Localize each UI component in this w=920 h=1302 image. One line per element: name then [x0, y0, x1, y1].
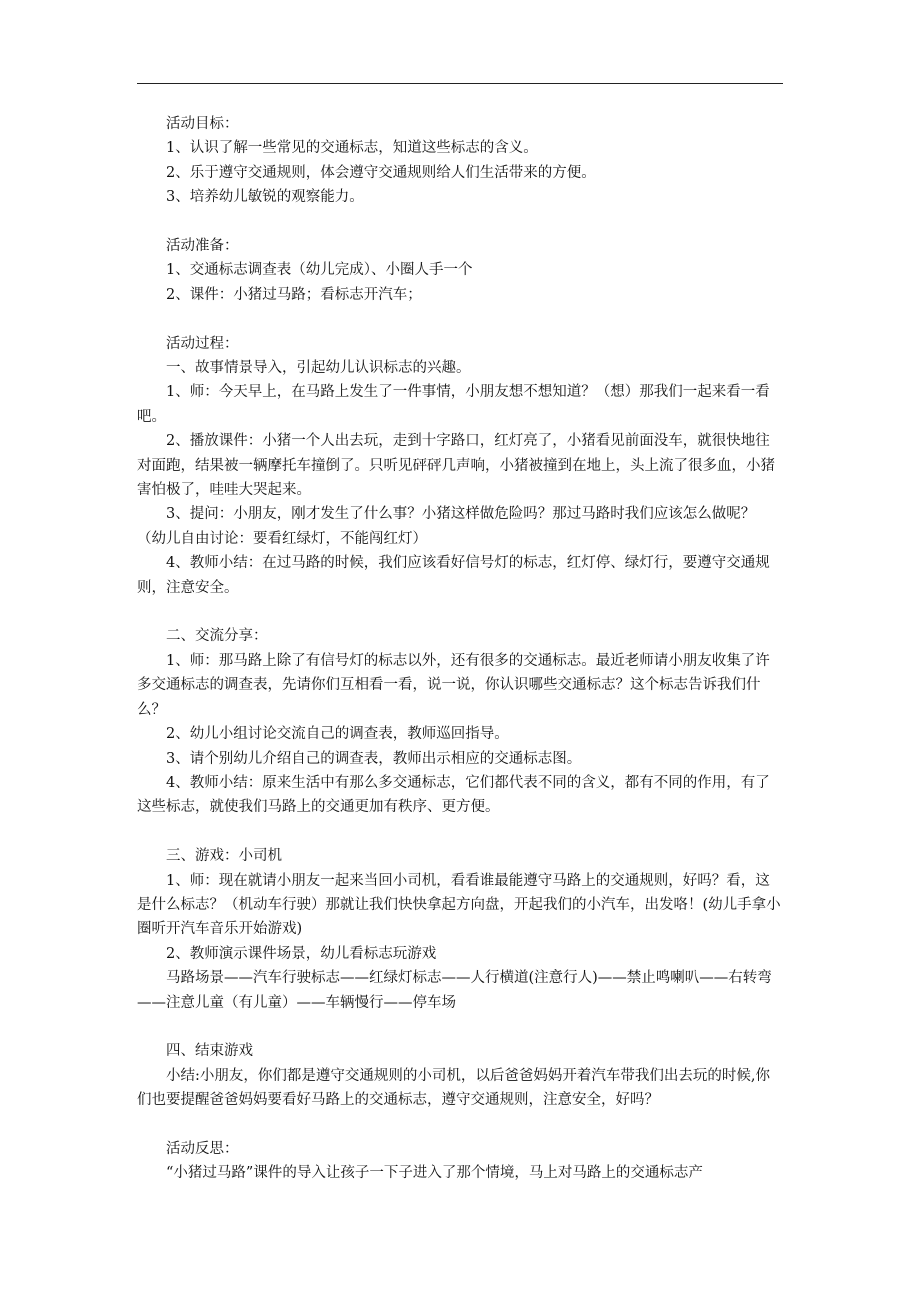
paragraph: 活动准备：	[166, 238, 239, 255]
paragraph: 活动目标：	[166, 116, 239, 132]
paragraph: 3、提问：小朋友，刚才发生了什么事？小猪这样做危险吗？那过马路时我们应该怎么做呢？（幼儿自由讨论：要看红绿灯，不能闯红灯）	[137, 506, 756, 547]
paragraph: 三、游戏：小司机	[166, 848, 282, 865]
paragraph: 4、教师小结：原来生活中有那么多交通标志，它们都代表不同的含义，都有不同的作用，有了这些标志，就使我们马路上的交通更加有秩序、更方便。	[137, 774, 770, 816]
paragraph: 1、师：现在就请小朋友一起来当回小司机，看看谁最能遵守马路上的交通规则，好吗？看，这是什么标志？（机动车行驶）那就让我们快快拿起方向盘，开起我们的小汽车，出发咯！(幼儿手拿小圈听开汽车音乐开始游戏)	[137, 872, 781, 938]
paragraph-gap	[137, 210, 783, 234]
paragraph: 2、教师演示课件场景，幼儿看标志玩游戏	[166, 945, 437, 962]
paragraph-gap	[137, 307, 783, 331]
document-body	[137, 112, 783, 1186]
paragraph-gap	[137, 1113, 783, 1137]
paragraph: 2、乐于遵守交通规则，体会遵守交通规则给人们生活带来的方便。	[166, 164, 596, 181]
paragraph: 1、师：今天早上，在马路上发生了一件事情，小朋友想不想知道？（想）那我们一起来看一看吧。	[137, 384, 770, 425]
paragraph: 马路场景——汽车行驶标志——红绿灯标志——人行横道(注意行人)——禁止鸣喇叭——右转弯——注意儿童（有儿童）——车辆慢行——停车场	[137, 970, 772, 1011]
paragraph-gap	[137, 600, 783, 624]
paragraph-gap	[137, 1015, 783, 1039]
paragraph: 二、交流分享：	[166, 628, 268, 645]
paragraph: 活动反思：	[166, 1140, 239, 1157]
paragraph: 2、课件：小猪过马路；看标志开汽车；	[166, 286, 422, 303]
paragraph: 4、教师小结：在过马路的时候，我们应该看好信号灯的标志，红灯停、绿灯行，要遵守交通规则，注意安全。	[137, 555, 770, 596]
paragraph: 2、播放课件：小猪一个人出去玩，走到十字路口，红灯亮了，小猪看见前面没车，就很快地往对面跑，结果被一辆摩托车撞倒了。只听见砰砰几声响，小猪被撞到在地上，头上流了很多血，小猪害怕极了，哇哇大哭起来。	[137, 433, 775, 499]
paragraph-gap	[137, 820, 783, 844]
paragraph: 一、故事情景导入，引起幼儿认识标志的兴趣。	[166, 360, 471, 377]
paragraph: 活动过程：	[166, 335, 239, 352]
paragraph: 3、请个别幼儿介绍自己的调查表，教师出示相应的交通标志图。	[166, 750, 582, 767]
paragraph: 小结:小朋友，你们都是遵守交通规则的小司机，以后爸爸妈妈开着汽车带我们出去玩的时候,你们也要提醒爸爸妈妈要看好马路上的交通标志，遵守交通规则，注意安全，好吗？	[137, 1067, 770, 1109]
paragraph: 2、幼儿小组讨论交流自己的调查表，教师巡回指导。	[166, 726, 509, 743]
header-rule	[137, 83, 783, 84]
paragraph: 1、交通标志调查表（幼儿完成）、小圈人手一个	[166, 262, 473, 279]
paragraph: “小猪过马路”课件的导入让孩子一下子进入了那个情境，马上对马路上的交通标志产	[166, 1165, 703, 1182]
paragraph: 1、师：那马路上除了有信号灯的标志以外，还有很多的交通标志。最近老师请小朋友收集了许多交通标志的调查表，先请你们互相看一看，说一说，你认识哪些交通标志？这个标志告诉我们什么？	[137, 652, 770, 718]
paragraph: 3、培养幼儿敏锐的观察能力。	[166, 189, 364, 206]
paragraph: 1、认识了解一些常见的交通标志，知道这些标志的含义。	[166, 140, 538, 157]
paragraph: 四、结束游戏	[166, 1043, 253, 1060]
